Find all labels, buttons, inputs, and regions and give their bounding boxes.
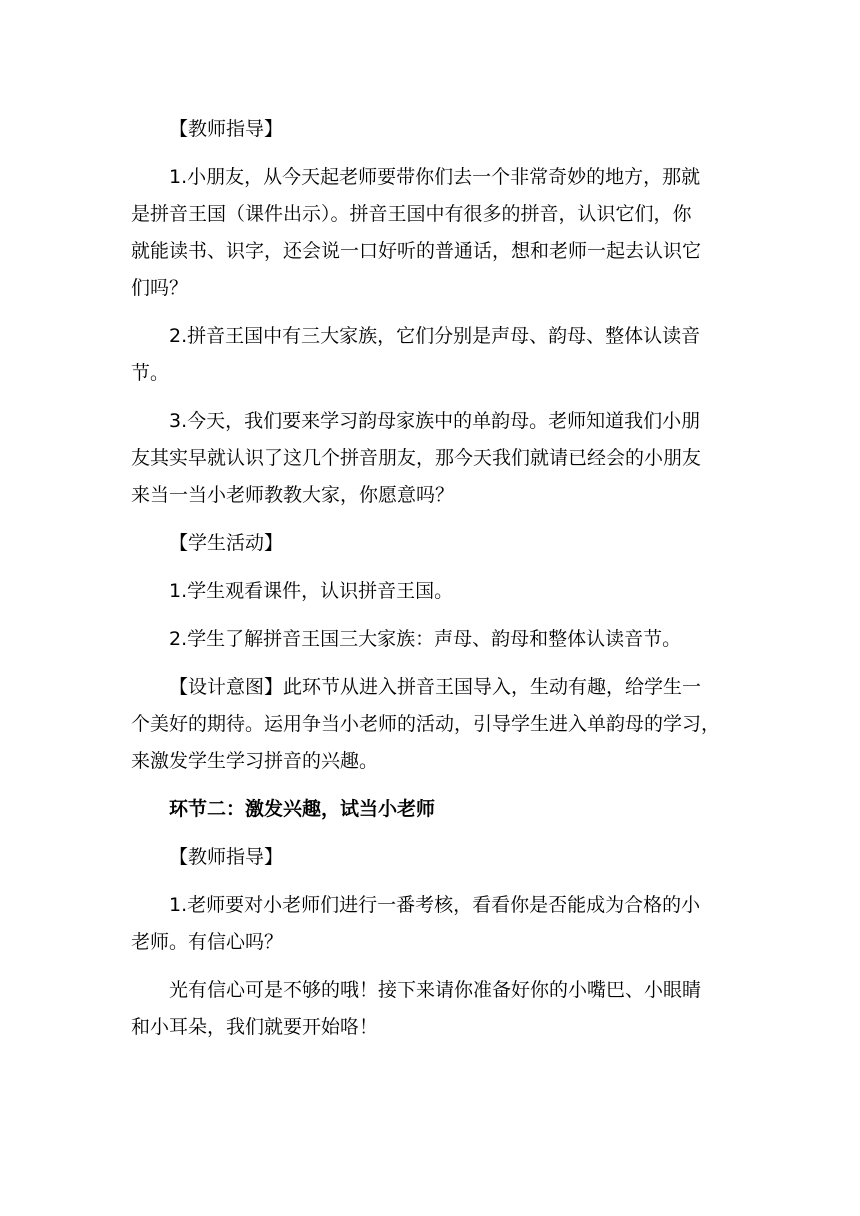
paragraph-line: 【教师指导】 <box>169 846 284 868</box>
paragraph-line: 节。 <box>131 362 170 384</box>
paragraph-line: 和小耳朵，我们就要开始咯！ <box>131 1016 379 1038</box>
paragraph-line: 1.小朋友，从今天起老师要带你们去一个非常奇妙的地方，那就 <box>169 166 701 188</box>
paragraph-line: 光有信心可是不够的哦！接下来请你准备好你的小嘴巴、小眼睛 <box>169 979 702 1001</box>
teacher-guidance-item <box>131 403 731 514</box>
paragraph-line: 是拼音王国（课件出示）。拼音王国中有很多的拼音，认识它们，你 <box>131 203 692 225</box>
paragraph-line: 环节二：激发兴趣，试当小老师 <box>169 798 436 820</box>
paragraph-line: 2.拼音王国中有三大家族，它们分别是声母、韵母、整体认读音 <box>169 325 701 347</box>
teacher-guidance-item <box>131 318 731 392</box>
teacher-guidance-item <box>131 159 731 307</box>
paragraph-line: 们吗？ <box>131 277 189 299</box>
teacher-guidance-heading <box>131 839 731 876</box>
paragraph-line: 就能读书、识字，还会说一口好听的普通话，想和老师一起去认识它 <box>131 240 702 262</box>
paragraph-line: 来激发学生学习拼音的兴趣。 <box>131 750 379 772</box>
teacher-guidance-item <box>131 972 731 1046</box>
student-activity-item <box>131 621 731 658</box>
paragraph-line: 老师。有信心吗？ <box>131 931 284 953</box>
section-two-heading <box>131 791 731 828</box>
paragraph-line: 【学生活动】 <box>169 532 284 554</box>
paragraph-line: 2.学生了解拼音王国三大家族：声母、韵母和整体认读音节。 <box>169 628 682 650</box>
paragraph-line: 1.老师要对小老师们进行一番考核，看看你是否能成为合格的小 <box>169 894 701 916</box>
teacher-guidance-heading <box>131 111 731 148</box>
paragraph-line: 1.学生观看课件，认识拼音王国。 <box>169 580 454 602</box>
paragraph-line: 友其实早就认识了这几个拼音朋友，那今天我们就请已经会的小朋友 <box>131 447 702 469</box>
paragraph-line: 【设计意图】此环节从进入拼音王国导入，生动有趣，给学生一 <box>169 676 702 698</box>
design-intent-paragraph <box>131 669 731 780</box>
paragraph-line: 来当一当小老师教教大家，你愿意吗？ <box>131 484 455 506</box>
document-body <box>131 111 731 1046</box>
paragraph-line: 3.今天，我们要来学习韵母家族中的单韵母。老师知道我们小朋 <box>169 410 701 432</box>
paragraph-line: 个美好的期待。运用争当小老师的活动，引导学生进入单韵母的学习， <box>131 713 721 735</box>
student-activity-item <box>131 573 731 610</box>
paragraph-line: 【教师指导】 <box>169 118 284 140</box>
teacher-guidance-item <box>131 887 731 961</box>
student-activity-heading <box>131 525 731 562</box>
